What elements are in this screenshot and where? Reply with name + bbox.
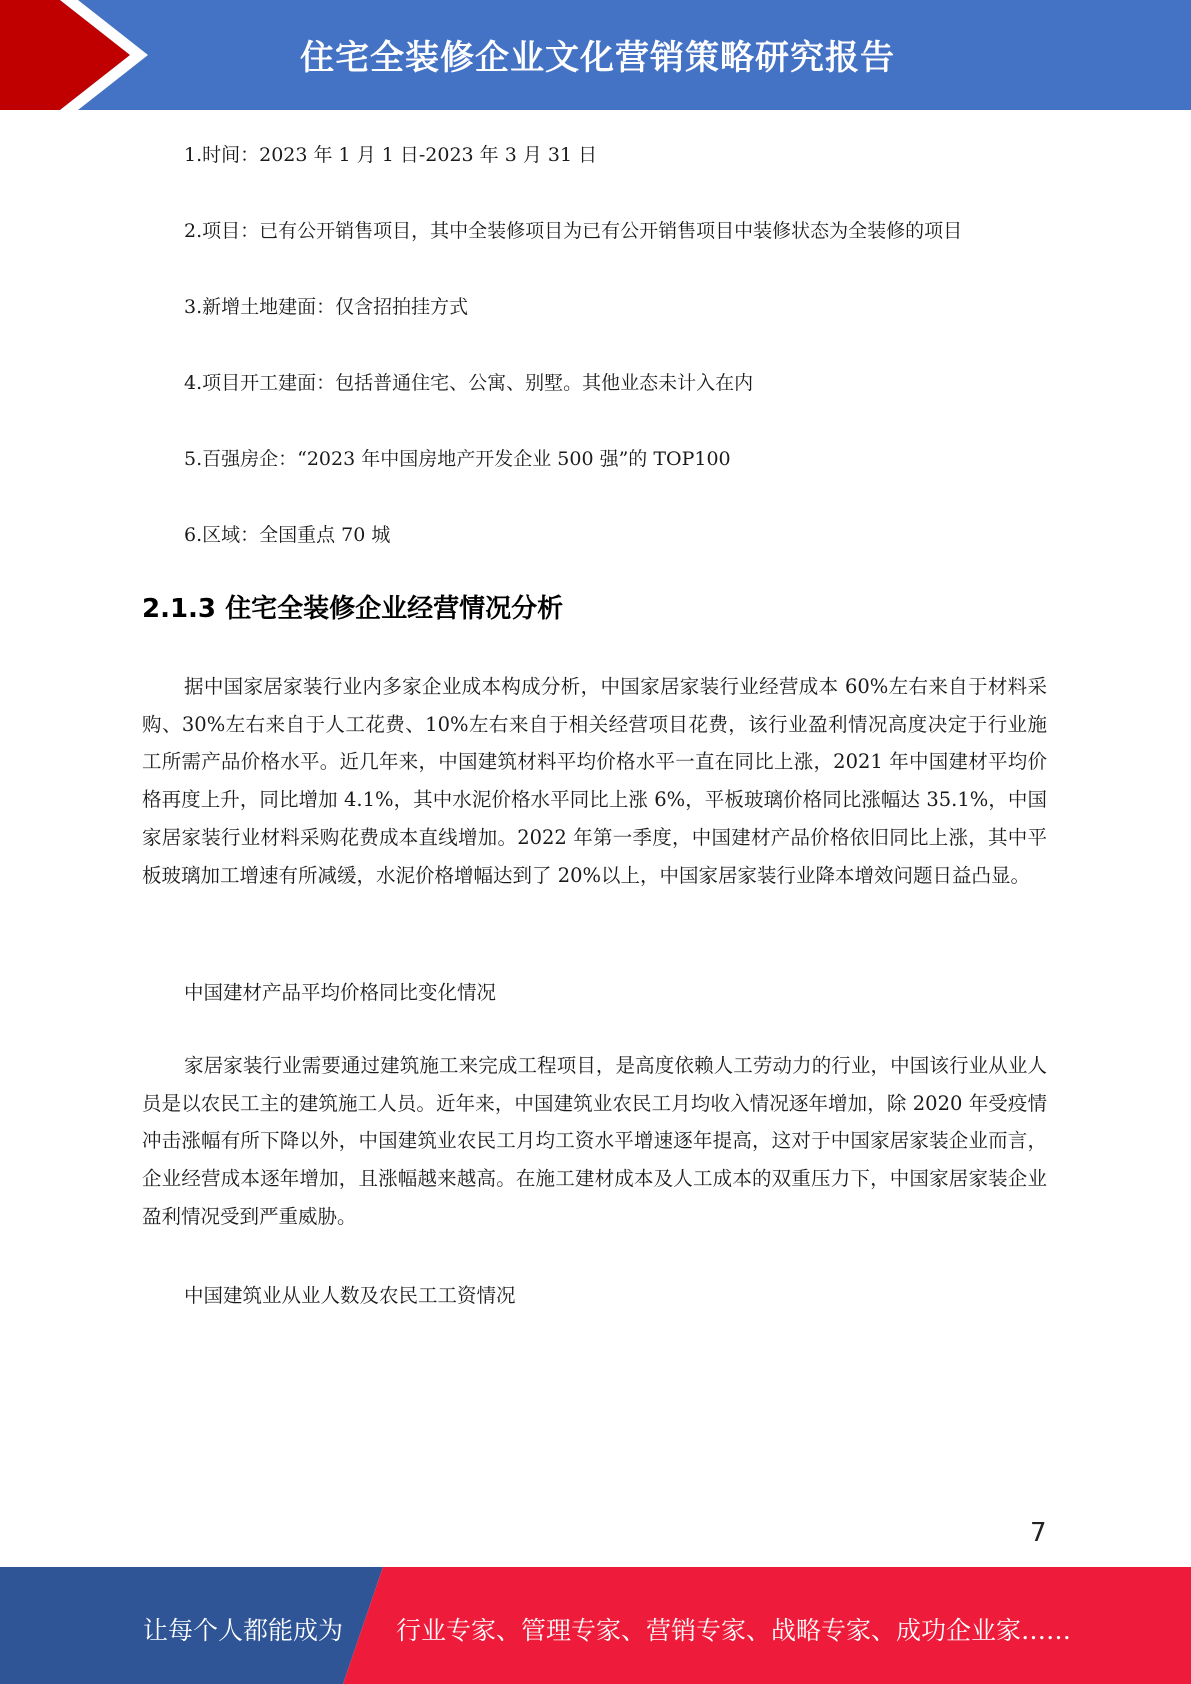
note-item: 4.项目开工建面：包括普通住宅、公寓、别墅。其他业态未计入在内: [184, 372, 754, 394]
footer-banner: [0, 1567, 1191, 1684]
note-item: 6.区域：全国重点 70 城: [184, 524, 391, 546]
figure-caption: 中国建材产品平均价格同比变化情况: [184, 981, 497, 1004]
note-item: 1.时间：2023 年 1 月 1 日-2023 年 3 月 31 日: [184, 144, 598, 166]
footer-slogan-left: 让每个人都能成为: [143, 1616, 344, 1645]
note-item: 2.项目：已有公开销售项目，其中全装修项目为已有公开销售项目中装修状态为全装修的项目: [184, 220, 963, 242]
page-number: 7: [1030, 1518, 1047, 1548]
note-item: 5.百强房企：“2023 年中国房地产开发企业 500 强”的 TOP100: [184, 448, 731, 470]
body-paragraph: 家居家装行业需要通过建筑施工来完成工程项目，是高度依赖人工劳动力的行业，中国该行业从业人员是以农民工主的建筑施工人员。近年来，中国建筑业农民工月均收入情况逐年增加，除 2020 年受疫情冲击涨幅有所下降以外，中国建筑业农民工月均工资水平增速逐年提高，这对于中国家居家装企业而言，企业经营成本逐年增加，且涨幅越来越高。在施工建材成本及人工成本的双重压力下，中国家居家装企业盈利情况受到严重威胁。: [142, 1054, 1047, 1228]
figure-caption: 中国建筑业从业人数及农民工工资情况: [184, 1284, 516, 1307]
footer-slogan-right: 行业专家、管理专家、营销专家、战略专家、成功企业家……: [396, 1616, 1072, 1645]
header-banner: [0, 0, 1191, 110]
section-heading: 2.1.3 住宅全装修企业经营情况分析: [142, 594, 564, 624]
body-paragraph: 据中国家居家装行业内多家企业成本构成分析，中国家居家装行业经营成本 60%左右来自于材料采购、30%左右来自于人工花费、10%左右来自于相关经营项目花费，该行业盈利情况高度决定于行业施工所需产品价格水平。近几年来，中国建筑材料平均价格水平一直在同比上涨，2021 年中国建材平均价格再度上升，同比增加 4.1%，其中水泥价格水平同比上涨 6%，平板玻璃价格同比涨幅达 35.1%，中国家居家装行业材料采购花费成本直线增加。2022 年第一季度，中国建材产品价格依旧同比上涨，其中平板玻璃加工增速有所减缓，水泥价格增幅达到了 20%以上，中国家居家装行业降本增效问题日益凸显。: [142, 675, 1047, 887]
report-title: 住宅全装修企业文化营销策略研究报告: [300, 38, 895, 78]
note-item: 3.新增土地建面：仅含招拍挂方式: [184, 296, 469, 318]
